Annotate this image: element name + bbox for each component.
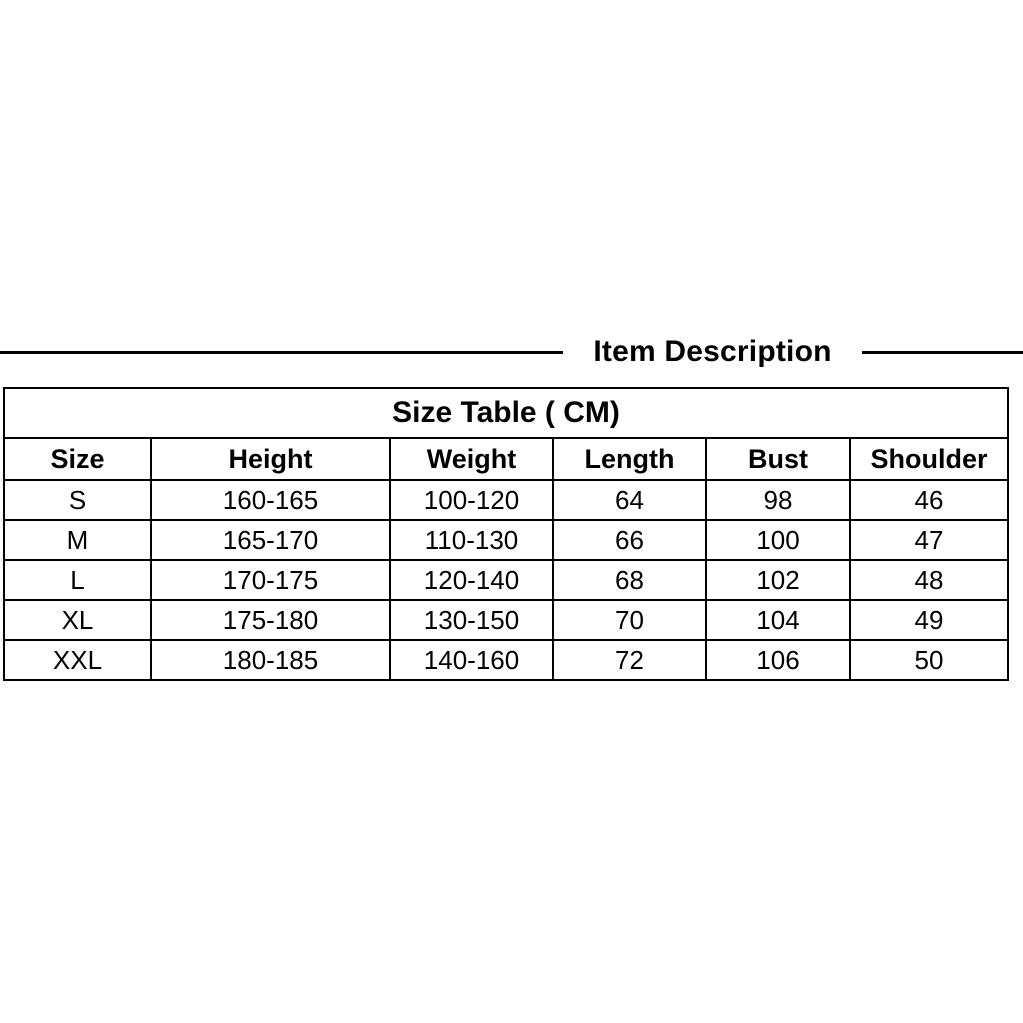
table-cell-weight: 140-160	[390, 640, 553, 680]
table-cell-bust: 106	[706, 640, 850, 680]
table-cell-shoulder: 47	[850, 520, 1008, 560]
table-cell-size: L	[4, 560, 151, 600]
table-cell-weight: 120-140	[390, 560, 553, 600]
table-cell-weight: 130-150	[390, 600, 553, 640]
size-table	[3, 387, 1009, 681]
column-header-weight: Weight	[390, 438, 553, 480]
table-cell-bust: 104	[706, 600, 850, 640]
table-cell-height: 170-175	[151, 560, 390, 600]
table-header-row	[4, 438, 1008, 480]
table-title-row	[4, 388, 1008, 438]
table-cell-length: 72	[553, 640, 706, 680]
column-header-height: Height	[151, 438, 390, 480]
table-cell-shoulder: 50	[850, 640, 1008, 680]
heading-rule-left	[0, 351, 563, 354]
table-cell-length: 68	[553, 560, 706, 600]
column-header-size: Size	[4, 438, 151, 480]
table-cell-weight: 110-130	[390, 520, 553, 560]
table-row	[4, 600, 1008, 640]
table-cell-bust: 98	[706, 480, 850, 520]
column-header-shoulder: Shoulder	[850, 438, 1008, 480]
table-row	[4, 560, 1008, 600]
table-cell-length: 66	[553, 520, 706, 560]
table-cell-size: S	[4, 480, 151, 520]
table-row	[4, 520, 1008, 560]
table-cell-size: M	[4, 520, 151, 560]
table-cell-shoulder: 49	[850, 600, 1008, 640]
table-row	[4, 640, 1008, 680]
section-heading: Item Description	[593, 335, 832, 368]
table-cell-length: 70	[553, 600, 706, 640]
table-title: Size Table ( CM)	[4, 388, 1008, 438]
table-cell-height: 180-185	[151, 640, 390, 680]
table-cell-bust: 100	[706, 520, 850, 560]
table-cell-height: 175-180	[151, 600, 390, 640]
table-row	[4, 480, 1008, 520]
heading-rule-right	[862, 351, 1023, 354]
table-cell-height: 160-165	[151, 480, 390, 520]
table-cell-shoulder: 48	[850, 560, 1008, 600]
column-header-length: Length	[553, 438, 706, 480]
table-cell-height: 165-170	[151, 520, 390, 560]
table-cell-shoulder: 46	[850, 480, 1008, 520]
table-cell-size: XL	[4, 600, 151, 640]
item-description-header	[0, 330, 1023, 374]
table-cell-length: 64	[553, 480, 706, 520]
column-header-bust: Bust	[706, 438, 850, 480]
table-cell-weight: 100-120	[390, 480, 553, 520]
table-cell-bust: 102	[706, 560, 850, 600]
table-cell-size: XXL	[4, 640, 151, 680]
